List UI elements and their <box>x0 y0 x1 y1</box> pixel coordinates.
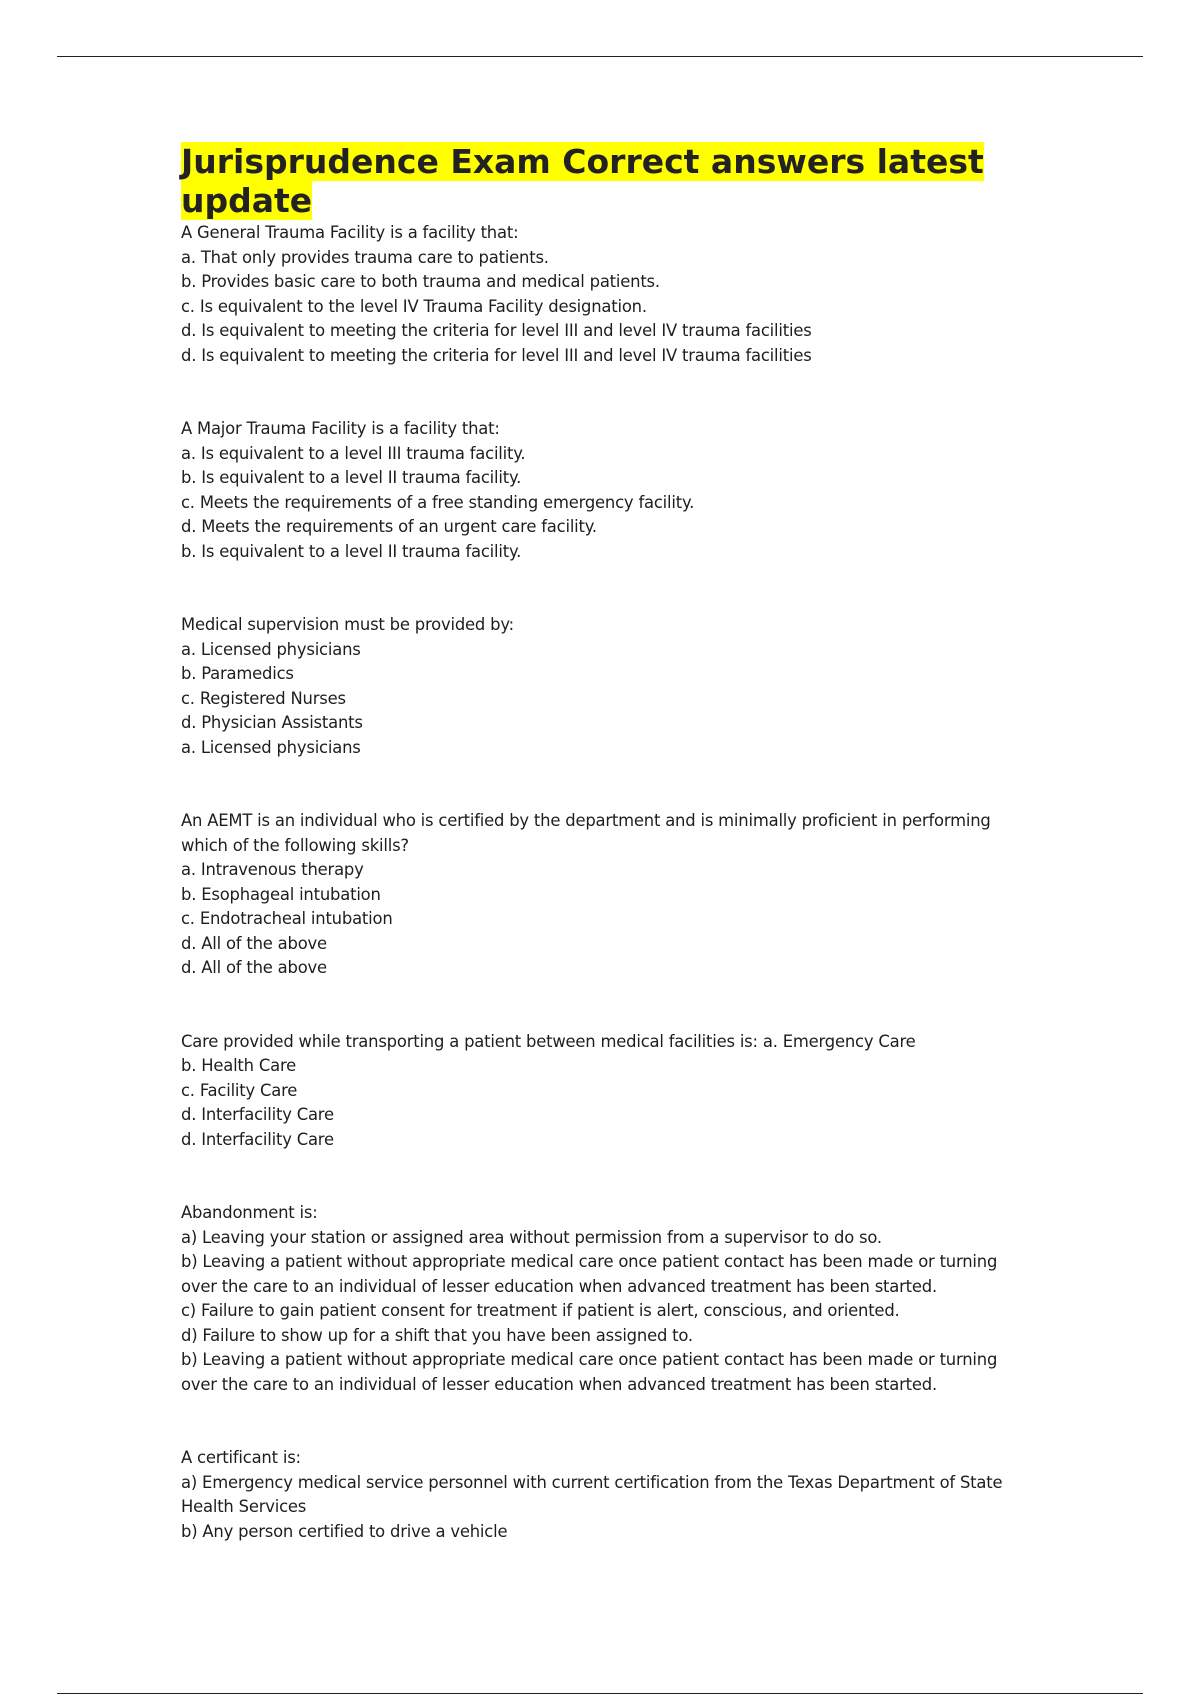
answer-line: c. Endotracheal intubation <box>181 909 393 928</box>
answer-line: a. Is equivalent to a level III trauma facility. <box>181 443 526 463</box>
answer-line: c. Is equivalent to the level IV Trauma Facility designation. <box>181 296 647 316</box>
question-block <box>181 1201 1021 1397</box>
question-block <box>181 1446 1021 1544</box>
answer-line: c. Registered Nurses <box>181 688 346 708</box>
question-spacer <box>181 1397 1021 1446</box>
question-spacer <box>181 981 1021 1030</box>
question-stem: A Major Trauma Facility is a facility that: <box>181 419 500 438</box>
document-title <box>181 142 1021 220</box>
question-spacer <box>181 1152 1021 1201</box>
answer-line: b) Leaving a patient without appropriate medical care once patient contact has been made or turning over the care to an individual of lesser education when advanced treatment has been started. <box>181 1252 998 1296</box>
answer-line: d. Is equivalent to meeting the criteria for level III and level IV trauma facilities <box>181 321 812 340</box>
question-spacer <box>181 760 1021 809</box>
answer-line: d. Is equivalent to meeting the criteria for level III and level IV trauma facilities <box>181 345 812 365</box>
answer-line: b. Paramedics <box>181 664 294 683</box>
answer-line: c. Meets the requirements of a free standing emergency facility. <box>181 492 695 512</box>
question-spacer <box>181 564 1021 613</box>
answer-line: c. Facility Care <box>181 1080 298 1100</box>
answer-line: a. Licensed physicians <box>181 737 361 757</box>
question-spacer <box>181 368 1021 417</box>
answer-line: d. Physician Assistants <box>181 713 363 732</box>
answer-line: d. Interfacility Care <box>181 1105 334 1124</box>
page-bottom-rule <box>57 1693 1143 1694</box>
answer-line: a) Leaving your station or assigned area without permission from a supervisor to do so. <box>181 1227 882 1247</box>
answer-line: a. Licensed physicians <box>181 639 361 659</box>
answer-line: d. Interfacility Care <box>181 1129 334 1149</box>
answer-line: b. Is equivalent to a level II trauma facility. <box>181 468 522 487</box>
answer-line: c) Failure to gain patient consent for treatment if patient is alert, conscious, and oriented. <box>181 1301 900 1320</box>
question-block <box>181 221 1021 368</box>
answer-line: a. Intravenous therapy <box>181 860 364 879</box>
answer-line: b. Health Care <box>181 1056 297 1075</box>
question-block <box>181 1030 1021 1153</box>
question-stem: A General Trauma Facility is a facility that: <box>181 223 519 242</box>
page-top-rule <box>57 56 1143 57</box>
document-title-highlight: Jurisprudence Exam Correct answers latest update <box>181 142 984 220</box>
answer-line: b. Esophageal intubation <box>181 884 381 904</box>
answer-line: d) Failure to show up for a shift that you have been assigned to. <box>181 1325 693 1345</box>
answer-line: a. That only provides trauma care to patients. <box>181 247 549 267</box>
answer-line: d. All of the above <box>181 933 327 953</box>
question-stem: Care provided while transporting a patient between medical facilities is: a. Emergency Care <box>181 1031 916 1051</box>
question-stem: Abandonment is: <box>181 1203 318 1222</box>
question-block <box>181 613 1021 760</box>
answer-line: b. Is equivalent to a level II trauma facility. <box>181 541 522 561</box>
answer-line: b) Leaving a patient without appropriate medical care once patient contact has been made or turning over the care to an individual of lesser education when advanced treatment has been started. <box>181 1350 998 1394</box>
question-stem: An AEMT is an individual who is certified by the department and is minimally proficient in performing which of the following skills? <box>181 811 991 855</box>
document-body <box>181 142 1021 1544</box>
question-list <box>181 221 1021 1544</box>
question-stem: Medical supervision must be provided by: <box>181 615 514 634</box>
question-block <box>181 417 1021 564</box>
answer-line: a) Emergency medical service personnel with current certification from the Texas Department of State Health Services <box>181 1472 1003 1516</box>
answer-line: b) Any person certified to drive a vehicle <box>181 1521 508 1541</box>
question-stem: A certificant is: <box>181 1448 301 1467</box>
answer-line: d. All of the above <box>181 958 327 977</box>
answer-line: d. Meets the requirements of an urgent care facility. <box>181 517 597 536</box>
answer-line: b. Provides basic care to both trauma and medical patients. <box>181 272 660 291</box>
question-block <box>181 809 1021 981</box>
